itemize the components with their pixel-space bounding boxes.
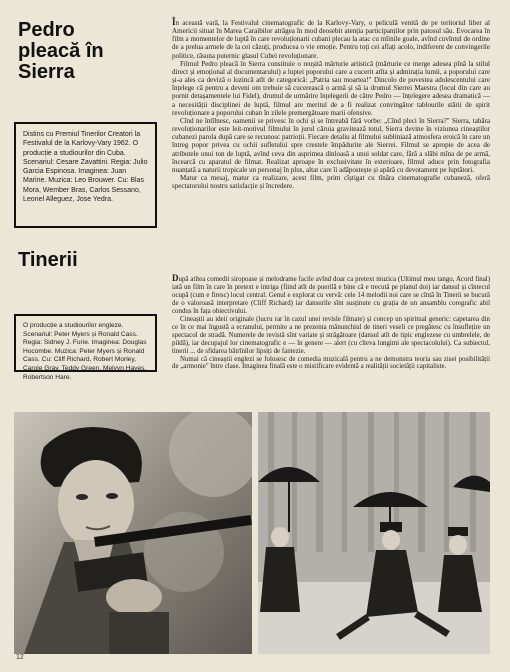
paragraph: Filmul Pedro pleacă în Sierra constituie o reușită mărturie artistică (mărturie ce merge adesea pînă la stilul direct și emoțional al documentarului) a luptei poporului care a cucerit atîta și admirația lumii, a poporului care și-a ales ca deviză o lozincă atît de categorică: „Patria sau moartea!" Dincolo de povestea adolescentului care înțelege că pentru a deveni om trebuie să cucerească o armă și să ia drumul Sierrei Maestra (locul din care au pornit detașamentele lui Fidel), drumul de urmărire înțelegerii de către Pedro — înțelegere adesea dramatică — a necesității disciplinei de luptă, filmul are meritul de a fi realizat convingător tablourile stării de spirit revoluționare a poporului cuban în zilele premergătoare marii ofensive. [172,59,490,117]
page-number: 12 [16,654,24,661]
article-title-pedro: Pedro pleacă în Sierra [18,19,104,83]
film-still-umbrella-dance [258,412,490,654]
article-title-tinerii: Tinerii [18,249,78,271]
paragraph: Cineaștii au ideii originale (lucru rar în cazul unei revisle filmate) și concep un spiritual generic: capetarea din ce în ce mai îngustă a ecranului, permite a ne prezenta mănunchiul de tineri veseli ce pregătesc cu însuflețire un spectacol de stradă. Numerele de revistă sînt variate și străgătoare (dansul atît de tipic englezese cu umbrelele, de pildă), iar decupajul lor cinematografic e — în genere — alert (cu cîteva lungimi ale spectacolului). Ca subiectul, tinerii ... de sfidarea bătrînilor lipsiți de fantezie. [172,315,490,355]
article-body-tinerii [172,275,490,393]
paragraph: Cînd ne întîlnesc, oamenii se privesc în ochi și se întreabă fără vorbe: „Cînd pleci în Sierra?" Sierra, tabăra revoluționarilor este leit-motivul filmului în jurul căruia gravitează totul, Sierra devine în viziunea cineaștilor cubanezi parola după care se recunosc patrioții. Fiecare detaliu al filmului subliniază atmosfera eroică în care un întreg popor privea cu ochii sufletului spre crestele împădurite ale Sierrei. Filmul se apropie de acea de atributele unui ton de luptă, avînd ceva din asprimea dinloasă a unui soldat care, fără a slăbi mîna de pe armă, încearcă cu aparatul de filmat. Realizat aproape în exclusivitate în exterioare, filmul aduce prin fotografia nuanțată a naturii tropicale un personaj în plus, altat care îi adăpostește și apără cu devotament pe luptători. [172,116,490,174]
paragraph: Numai că cineaștii englezi se folosesc de comedia muzicală pentru a ne demonstra teoria sau zisei posibilității de „armonie" între clase. Imaginea finală este o mistificare evidentă a realității societății capitaliste. [172,355,490,371]
film-still-boy-with-rifle [14,412,252,654]
paragraph: Matur ca mesaj, matur ca realizare, acest film, prim cîștigat cu tînăra cinematografie cubaneză, oferă spectatorului nostru satisfacție și încredere. [172,173,490,191]
film-credits-box-tinerii: O producție a studiourilor engleze. Scenariul: Peter Myers și Ronald Cass. Regia: Sidney J. Furie. Imaginea: Douglas Hocombe. Muzica: Peter Myers și Ronald Cass. Cu: Cliff Richard, Robert Morley, Carole Gray, Teddy Green, Melvyn Hayes, Robertson Hare. [14,314,157,372]
drop-cap: Î [172,17,176,27]
article-body-pedro [172,18,490,240]
drop-cap: D [172,273,179,283]
paragraph: În această vară, la Festivalul cinematografic de la Karlovy-Vary, o peliculă venită de pe teritoriul liber al Americii situat în Marea Caraibilor atrăgea în mod deosebit atenția participanților prin patosul său. Evocarea în film a momentelor de luptă în care revoluționarii cubani plecau la atac cu mîinile goale, avînd cuvîntul de ordine de a prelua armele de la cei căzuți, producea o vie emoție. Pentru toți cei aflați acolo, indiferent de convingerile politice, răsuna puternic glasul Cubei revoluționare. [172,17,490,60]
paragraph: După atîtea comedii siropoase și melodrame facile avînd doar ca pretext muzica (Ultimul meu tango, Acord final) iată un film în care în pretext e intriga (fiind atît de puerilă e bine că e trecută pe planul doi) iar dansul și cîntecul ocupă (cum e firesc) locul central. Genul e explorat cu vervă: cele 14 melodii noi care se cîntă în Tinerii se bucură de o valoroasă interpretare (Cliff Richard) iar dansurile sînt susținute cu grația de un ansamblu coregrafic abil condus în fața obiectivului. [172,273,490,315]
film-credits-box-pedro: Distins cu Premiul Tinerilor Creatori la Festivalul de la Karlovy-Vary 1962. O producție a studiourilor din Cuba. Scenariul: Cesare Zavattini. Regia: Julio Garcia Espinosa. Imaginea: Juan Marine. Muzica: Leo Brouwer. Cu: Blas Mora, Wember Bras, Carlos Sessano, Leonel Alleguez, Jose Yedra. [14,122,157,228]
